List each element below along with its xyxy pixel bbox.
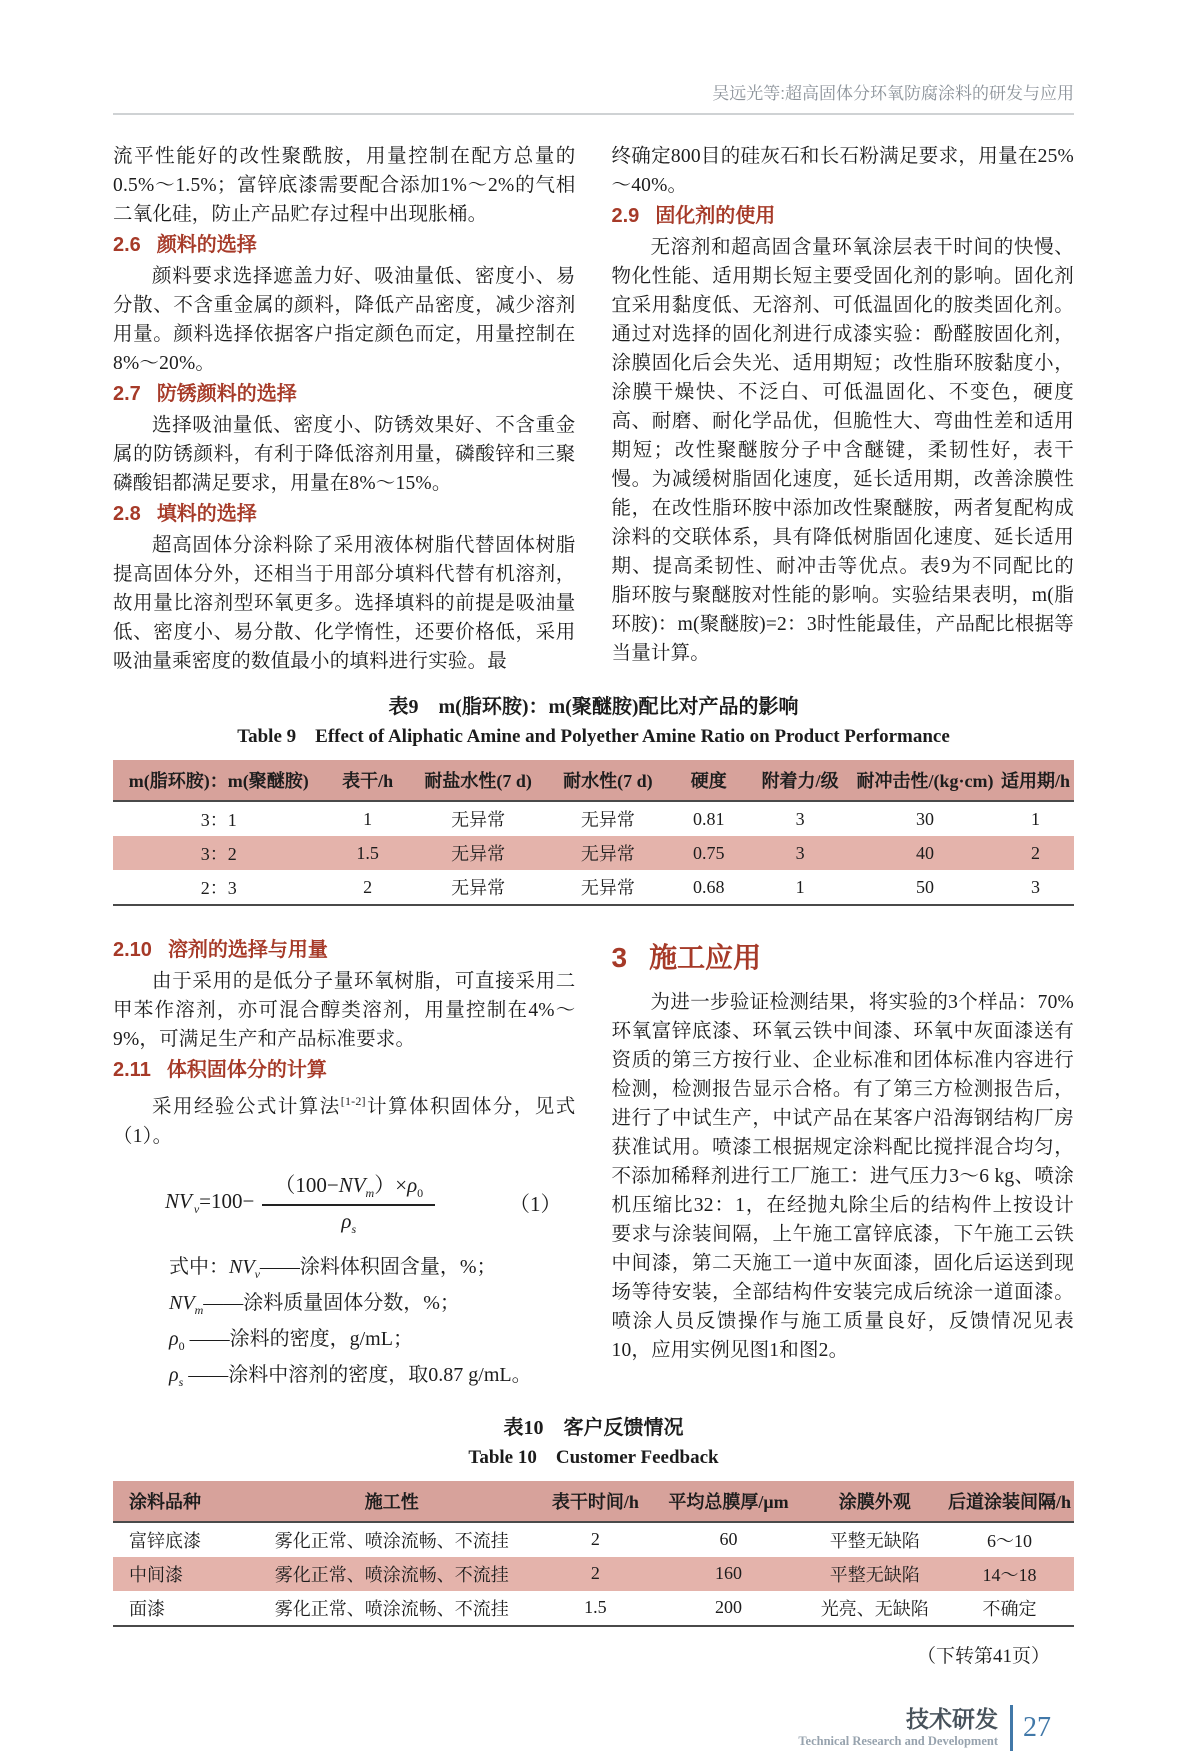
table-cell: 60 bbox=[719, 1529, 738, 1550]
table-cell: 富锌底漆 bbox=[129, 1530, 201, 1551]
paragraph: 超高固体分涂料除了采用液体树脂代替固体树脂提高固体分外，还相当于用部分填料代替有机溶剂，故用量比溶剂型环氧更多。选择填料的前提是吸油量低、密度小、易分散、化学惰性，还要价格低，采用吸油量乘密度的数值最小的填料进行实验。最 bbox=[113, 535, 576, 672]
table-row bbox=[113, 1557, 1074, 1591]
text-segment: s bbox=[178, 1374, 184, 1389]
table-cell: 雾化正常、喷涂流畅、不流挂 bbox=[274, 1598, 509, 1619]
table-cell: 无异常 bbox=[451, 844, 506, 864]
text-segment: NV bbox=[165, 1188, 192, 1213]
text-segment: 计算体积固体分，见式（1）。 bbox=[113, 1096, 576, 1147]
column-header: 表干/h bbox=[324, 760, 410, 801]
section-number: 2.6 bbox=[113, 234, 141, 256]
table-cell: 1.5 bbox=[584, 1597, 607, 1618]
section-title: 颜料的选择 bbox=[156, 234, 257, 256]
table9-title-cn: 表9 m(脂环胺)：m(聚醚胺)配比对产品的影响 bbox=[388, 696, 799, 718]
table-cell: 0.68 bbox=[693, 876, 725, 897]
table-cell: 无异常 bbox=[451, 810, 506, 830]
text-segment: m bbox=[194, 1302, 204, 1317]
column-header: 硬度 bbox=[670, 760, 747, 801]
table-cell: 雾化正常、喷涂流畅、不流挂 bbox=[274, 1564, 509, 1585]
text-segment: v bbox=[193, 1201, 200, 1216]
table10-body bbox=[113, 1522, 1074, 1626]
paragraph: 流平性能好的改性聚酰胺，用量控制在配方总量的0.5%～1.5%；富锌底漆需要配合添加1%～2%的气相二氧化硅，防止产品贮存过程中出现胀桶。 bbox=[113, 146, 576, 225]
definition-line bbox=[169, 1325, 576, 1361]
section-title: 防锈颜料的选择 bbox=[156, 383, 297, 405]
table-cell: 无异常 bbox=[580, 844, 635, 864]
table-cell: 3 bbox=[1031, 876, 1041, 897]
journal-page bbox=[0, 84, 1187, 1748]
equation-number: （1） bbox=[509, 1191, 562, 1216]
table-cell: 1 bbox=[795, 876, 805, 897]
table10-section bbox=[113, 1415, 1074, 1627]
upper-right-column bbox=[612, 142, 1075, 676]
table-cell: 中间漆 bbox=[129, 1564, 183, 1585]
text-segment: ——涂料质量固体分数，%； bbox=[203, 1291, 460, 1314]
table-cell: 无异常 bbox=[580, 878, 635, 898]
table-cell: 6～10 bbox=[986, 1530, 1032, 1551]
table-cell: 平整无缺陷 bbox=[829, 1564, 920, 1585]
table10 bbox=[113, 1481, 1074, 1627]
paragraph: 终确定800目的硅灰石和长石粉满足要求，用量在25%～40%。 bbox=[611, 146, 1074, 196]
section-title: 固化剂的使用 bbox=[655, 205, 776, 227]
column-header: 耐盐水性(7 d) bbox=[411, 760, 546, 801]
table-cell: 2 bbox=[1031, 842, 1041, 863]
table-cell: 雾化正常、喷涂流畅、不流挂 bbox=[274, 1530, 509, 1551]
lower-two-column-section bbox=[113, 934, 1074, 1397]
section-heading bbox=[612, 938, 1075, 978]
upper-two-column-section bbox=[113, 142, 1074, 676]
table10-title-en: Table 10 Customer Feedback bbox=[468, 1446, 719, 1468]
column-header: 平均总膜厚/μm bbox=[652, 1481, 804, 1522]
footer-divider-bar bbox=[1010, 1705, 1013, 1751]
running-header: 吴远光等:超高固体分环氧防腐涂料的研发与应用 bbox=[113, 84, 1074, 115]
text-segment: （100− bbox=[274, 1172, 339, 1197]
text-segment: NV bbox=[229, 1255, 255, 1278]
column-header: 适用期/h bbox=[997, 760, 1074, 801]
section-title: 溶剂的选择与用量 bbox=[167, 939, 328, 961]
text-segment: ρ bbox=[169, 1327, 179, 1350]
table-cell: 200 bbox=[715, 1597, 742, 1618]
lower-right-column bbox=[612, 934, 1075, 1397]
table-cell: 3 bbox=[795, 808, 805, 829]
section-number: 2.7 bbox=[113, 383, 141, 405]
column-header: 涂料品种 bbox=[113, 1481, 245, 1522]
definition-line bbox=[169, 1289, 576, 1325]
table-cell: 1 bbox=[363, 808, 373, 829]
table-cell: 2 bbox=[363, 876, 373, 897]
column-header: 耐冲击性/(kg·cm) bbox=[853, 760, 997, 801]
column-header: 附着力/级 bbox=[747, 760, 853, 801]
table-cell: 3：1 bbox=[200, 810, 237, 830]
table-cell: 40 bbox=[915, 842, 934, 863]
table-cell: 无异常 bbox=[580, 810, 635, 830]
table-row bbox=[113, 801, 1074, 836]
text-segment: ——涂料的密度，g/mL； bbox=[184, 1327, 413, 1350]
table-cell: 160 bbox=[715, 1563, 742, 1584]
text-segment: ）× bbox=[374, 1172, 408, 1197]
column-header: m(脂环胺)：m(聚醚胺) bbox=[113, 760, 324, 801]
column-header: 表干时间/h bbox=[538, 1481, 652, 1522]
text-segment: ρ bbox=[341, 1208, 352, 1233]
paragraph: 选择吸油量低、密度小、防锈效果好、不含重金属的防锈颜料，有利于降低溶剂用量，磷酸锌和三聚磷酸铝都满足要求，用量在8%～15%。 bbox=[113, 415, 576, 494]
text-segment: v bbox=[254, 1266, 260, 1281]
table-row bbox=[113, 1591, 1074, 1626]
section-heading bbox=[113, 499, 576, 530]
text-segment: NV bbox=[338, 1172, 366, 1197]
table-cell: 面漆 bbox=[129, 1598, 165, 1619]
equation-lhs bbox=[165, 1189, 254, 1217]
citation-marker: [1-2] bbox=[340, 1094, 366, 1108]
text-segment: 式中： bbox=[169, 1255, 229, 1278]
table-cell: 30 bbox=[915, 808, 934, 829]
paragraph bbox=[113, 1087, 576, 1151]
text-segment: ——涂料中溶剂的密度，取0.87 g/mL。 bbox=[183, 1363, 532, 1386]
table9-header-row bbox=[113, 760, 1074, 801]
section-number: 2.11 bbox=[113, 1059, 151, 1081]
column-header: 涂膜外观 bbox=[805, 1481, 945, 1522]
section-number: 3 bbox=[611, 942, 628, 973]
page-number: 27 bbox=[1023, 1711, 1051, 1743]
text-segment: 0 bbox=[178, 1338, 185, 1353]
text-segment: 采用经验公式计算法 bbox=[152, 1096, 341, 1118]
equation-definitions bbox=[169, 1253, 576, 1397]
section-heading bbox=[113, 379, 576, 410]
table-cell: 2 bbox=[590, 1529, 600, 1550]
table10-header-row bbox=[113, 1481, 1074, 1522]
table-cell: 3 bbox=[795, 842, 805, 863]
table-cell: 1 bbox=[1031, 808, 1041, 829]
table10-head bbox=[113, 1481, 1074, 1522]
table-cell: 3：2 bbox=[200, 844, 237, 864]
table-cell: 无异常 bbox=[451, 878, 506, 898]
table9-body bbox=[113, 801, 1074, 905]
lower-left-column bbox=[113, 934, 576, 1397]
column-header: 耐水性(7 d) bbox=[545, 760, 670, 801]
section-title: 体积固体分的计算 bbox=[166, 1059, 327, 1081]
footer-section-label-cn: 技术研发 bbox=[906, 1705, 998, 1732]
section-heading bbox=[113, 1055, 576, 1086]
column-header: 施工性 bbox=[245, 1481, 538, 1522]
table-row bbox=[113, 1522, 1074, 1557]
text-segment: s bbox=[351, 1221, 357, 1236]
table-cell: 不确定 bbox=[982, 1598, 1037, 1619]
text-segment: ρ bbox=[407, 1172, 418, 1197]
section-number: 2.10 bbox=[113, 939, 152, 961]
table-cell: 14～18 bbox=[982, 1564, 1037, 1585]
table-row bbox=[113, 870, 1074, 905]
section-title: 施工应用 bbox=[649, 942, 762, 973]
text-segment: =100− bbox=[199, 1188, 255, 1213]
text-segment: ρ bbox=[169, 1363, 179, 1386]
table-cell: 50 bbox=[915, 876, 934, 897]
definition-line bbox=[169, 1361, 576, 1397]
section-number: 2.9 bbox=[611, 205, 640, 227]
table-cell: 2：3 bbox=[200, 878, 237, 898]
upper-left-column bbox=[113, 142, 576, 676]
section-heading bbox=[113, 935, 576, 966]
equation-denominator bbox=[262, 1206, 435, 1237]
definition-line bbox=[169, 1253, 576, 1289]
equation-numerator bbox=[262, 1169, 435, 1206]
paragraph: 颜料要求选择遮盖力好、吸油量低、密度小、易分散、不含重金属的颜料，降低产品密度，减少溶剂用量。颜料选择依据客户指定颜色而定，用量控制在8%～20%。 bbox=[113, 266, 576, 374]
table10-title-cn: 表10 客户反馈情况 bbox=[503, 1416, 684, 1439]
table-cell: 0.75 bbox=[693, 842, 725, 863]
table-cell: 1.5 bbox=[356, 842, 379, 863]
section-heading bbox=[113, 230, 576, 261]
table-row bbox=[113, 836, 1074, 870]
text-segment: m bbox=[365, 1185, 375, 1200]
section-number: 2.8 bbox=[113, 503, 141, 525]
equation bbox=[165, 1169, 568, 1237]
table-cell: 2 bbox=[590, 1563, 600, 1584]
paragraph: 为进一步验证检测结果，将实验的3个样品：70%环氧富锌底漆、环氧云铁中间漆、环氧中灰面漆送有资质的第三方按行业、企业标准和团体标准内容进行检测，检测报告显示合格。有了第三方检测报告后，进行了中试生产，中试产品在某客户沿海钢结构厂房获准试用。喷漆工根据规定涂料配比搅拌混合均匀，不添加稀释剂进行工厂施工：进气压力3～6 kg、喷涂机压缩比32：1，在经抛丸除尘后的结构件上按设计要求与涂装间隔，上午施工富锌底漆，下午施工云铁中间漆，第二天施工一道中灰面漆，固化后运送到现场等待安装，全部结构件安装完成后统涂一道面漆。喷涂人员反馈操作与施工质量良好，反馈情况见表10，应用实例见图1和图2。 bbox=[611, 992, 1074, 1361]
text-segment: ——涂料体积固含量，%； bbox=[259, 1255, 497, 1278]
continuation-note: （下转第41页） bbox=[916, 1645, 1050, 1667]
equation-fraction bbox=[262, 1169, 435, 1237]
page-footer bbox=[0, 1705, 1187, 1751]
table9-section bbox=[113, 694, 1074, 906]
paragraph: 由于采用的是低分子量环氧树脂，可直接采用二甲苯作溶剂，亦可混合醇类溶剂，用量控制在4%～9%，可满足生产和产品标准要求。 bbox=[113, 971, 576, 1050]
table-cell: 平整无缺陷 bbox=[829, 1530, 920, 1551]
text-segment: 0 bbox=[417, 1185, 424, 1200]
table-cell: 光亮、无缺陷 bbox=[820, 1598, 929, 1619]
paragraph: 无溶剂和超高固含量环氧涂层表干时间的快慢、物化性能、适用期长短主要受固化剂的影响。固化剂宜采用黏度低、无溶剂、可低温固化的胺类固化剂。通过对选择的固化剂进行成漆实验：酚醛胺固化剂，涂膜固化后会失光、适用期短；改性脂环胺黏度小，涂膜干燥快、不泛白、可低温固化、不变色，硬度高、耐磨、耐化学品优，但脆性大、弯曲性差和适用期短；改性聚醚胺分子中含醚键，柔韧性好，表干慢。为减缓树脂固化速度，延长适用期，改善涂膜性能，在改性脂环胺中添加改性聚醚胺，两者复配构成涂料的交联体系，具有降低树脂固化速度、延长适用期、提高柔韧性、耐冲击等优点。表9为不同配比的脂环胺与聚醚胺对性能的影响。实验结果表明，m(脂环胺)：m(聚醚胺)=2：3时性能最佳，产品配比根据等当量计算。 bbox=[611, 237, 1074, 664]
table-cell: 0.81 bbox=[693, 808, 725, 829]
footer-labels bbox=[798, 1707, 998, 1749]
text-segment: NV bbox=[169, 1291, 195, 1314]
table9-title-en: Table 9 Effect of Aliphatic Amine and Polyether Amine Ratio on Product Performance bbox=[237, 726, 950, 747]
section-title: 填料的选择 bbox=[156, 503, 257, 525]
page-content bbox=[0, 84, 1187, 1671]
table9 bbox=[113, 760, 1074, 906]
footer-section-label-en: Technical Research and Development bbox=[798, 1733, 998, 1748]
table9-head bbox=[113, 760, 1074, 801]
section-heading bbox=[612, 201, 1075, 232]
column-header: 后道涂装间隔/h bbox=[945, 1481, 1074, 1522]
